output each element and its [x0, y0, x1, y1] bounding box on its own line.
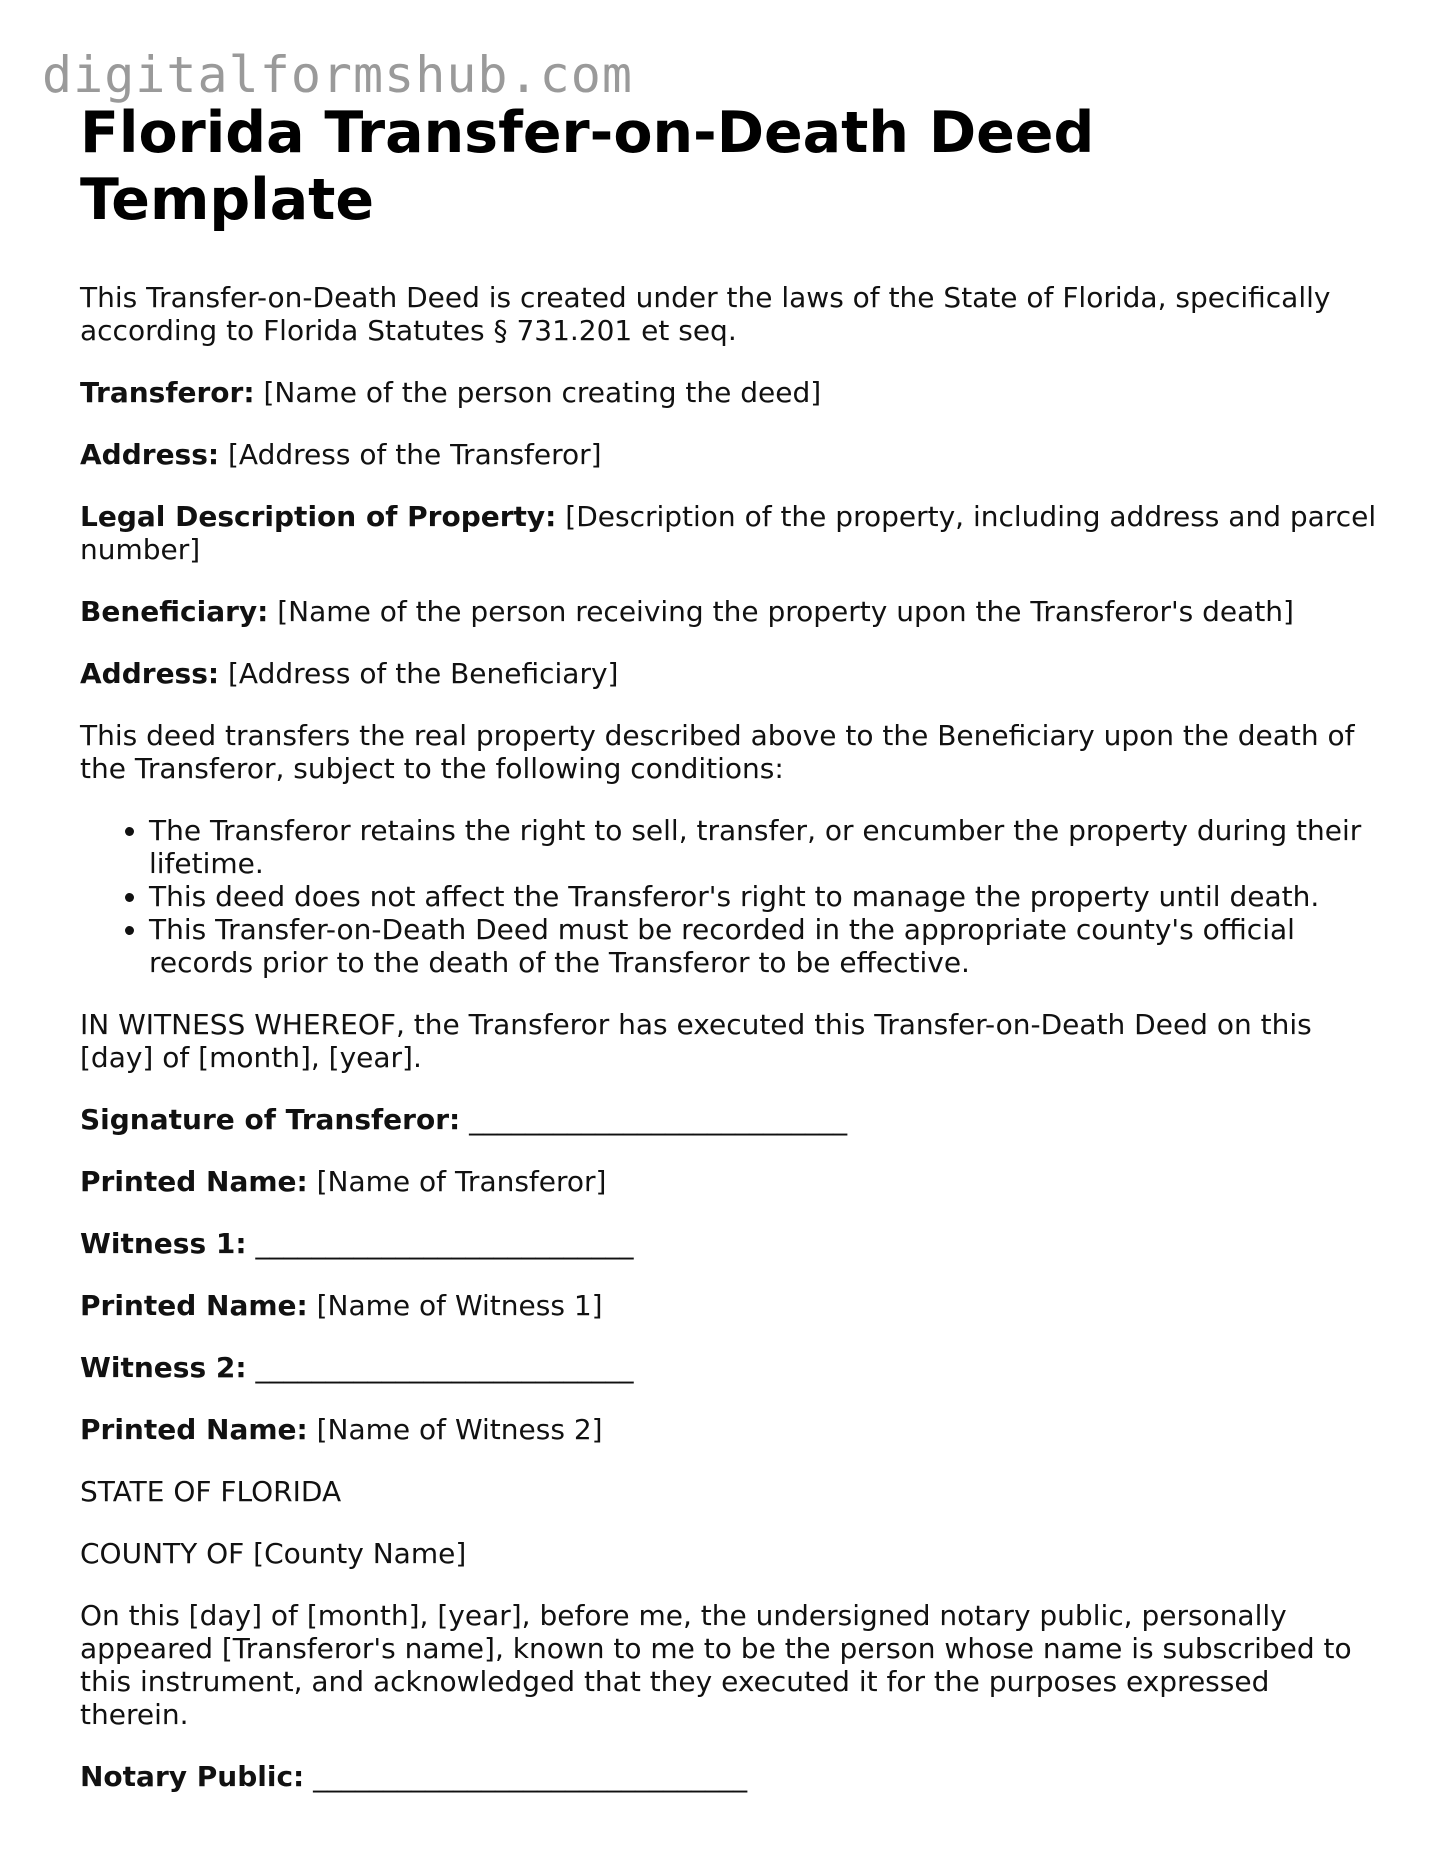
- signature-blank: ___________________________: [246, 1227, 634, 1260]
- document-title: Florida Transfer-on-Death Deed Template: [80, 100, 1095, 233]
- field-value: [Address of the Beneficiary]: [219, 657, 619, 690]
- witness1-signature-line: [80, 1227, 1380, 1260]
- field-label: Witness 1:: [80, 1227, 247, 1260]
- witness2-signature-line: [80, 1351, 1380, 1384]
- signature-blank: ___________________________: [246, 1351, 634, 1384]
- field-label: Transferor:: [80, 376, 255, 409]
- notary-county: COUNTY OF [County Name]: [80, 1537, 467, 1570]
- field-label: Legal Description of Property:: [80, 500, 557, 533]
- transferor-signature-line: [80, 1103, 1380, 1136]
- beneficiary-address-field: [80, 657, 1380, 690]
- field-label: Address:: [80, 657, 220, 690]
- field-label: Signature of Transferor:: [80, 1103, 461, 1136]
- field-value: [Name of Witness 2]: [307, 1413, 603, 1446]
- field-value: [Description of the property, including address and parcel number]: [80, 500, 1377, 566]
- conditions-intro: This deed transfers the real property described above to the Beneficiary upon the death of the Transferor, subject to the following conditions:: [80, 719, 1355, 785]
- intro-paragraph: This Transfer-on-Death Deed is created under the laws of the State of Florida, specifically according to Florida Statutes § 731.201 et seq.: [80, 281, 1331, 347]
- signature-blank: ___________________________: [460, 1103, 848, 1136]
- transferor-printed-name: [80, 1165, 1380, 1198]
- condition-item: • This Transfer-on-Death Deed must be recorded in the appropriate county's official records prior to the death of the Transferor to be effective.: [149, 913, 1380, 979]
- field-value: [Name of the person receiving the property upon the Transferor's death]: [268, 595, 1294, 628]
- field-value: [Name of Witness 1]: [307, 1289, 603, 1322]
- document-body: [80, 100, 1380, 1822]
- condition-item: • The Transferor retains the right to sell, transfer, or encumber the property during their lifetime.: [149, 814, 1380, 880]
- property-description-field: [80, 500, 1380, 566]
- witness-statement: IN WITNESS WHEREOF, the Transferor has executed this Transfer-on-Death Deed on this [day] of [month], [year].: [80, 1008, 1312, 1074]
- field-label: Printed Name:: [80, 1289, 308, 1322]
- conditions-list: [80, 814, 1380, 979]
- field-label: Printed Name:: [80, 1165, 308, 1198]
- transferor-field: [80, 376, 1380, 409]
- witness2-printed-name: [80, 1413, 1380, 1446]
- witness1-printed-name: [80, 1289, 1380, 1322]
- signature-blank: _______________________________: [304, 1760, 748, 1793]
- field-value: [Name of Transferor]: [307, 1165, 607, 1198]
- watermark: digitalformshub.com: [42, 46, 633, 104]
- notary-state: STATE OF FLORIDA: [80, 1475, 342, 1508]
- transferor-address-field: [80, 438, 1380, 471]
- notary-signature-line: [80, 1760, 1380, 1793]
- field-value: [Address of the Transferor]: [219, 438, 602, 471]
- notary-acknowledgment: On this [day] of [month], [year], before me, the undersigned notary public, personally appeared [Transferor's name], known to me to be the person whose name is subscribed to this instrument, and acknowledged that they executed it for the purposes expressed therein.: [80, 1599, 1352, 1731]
- beneficiary-field: [80, 595, 1380, 628]
- field-value: [Name of the person creating the deed]: [254, 376, 822, 409]
- field-label: Beneficiary:: [80, 595, 269, 628]
- field-label: Printed Name:: [80, 1413, 308, 1446]
- field-label: Address:: [80, 438, 220, 471]
- field-label: Witness 2:: [80, 1351, 247, 1384]
- condition-item: • This deed does not affect the Transferor's right to manage the property until death.: [149, 880, 1380, 913]
- field-label: Notary Public:: [80, 1760, 305, 1793]
